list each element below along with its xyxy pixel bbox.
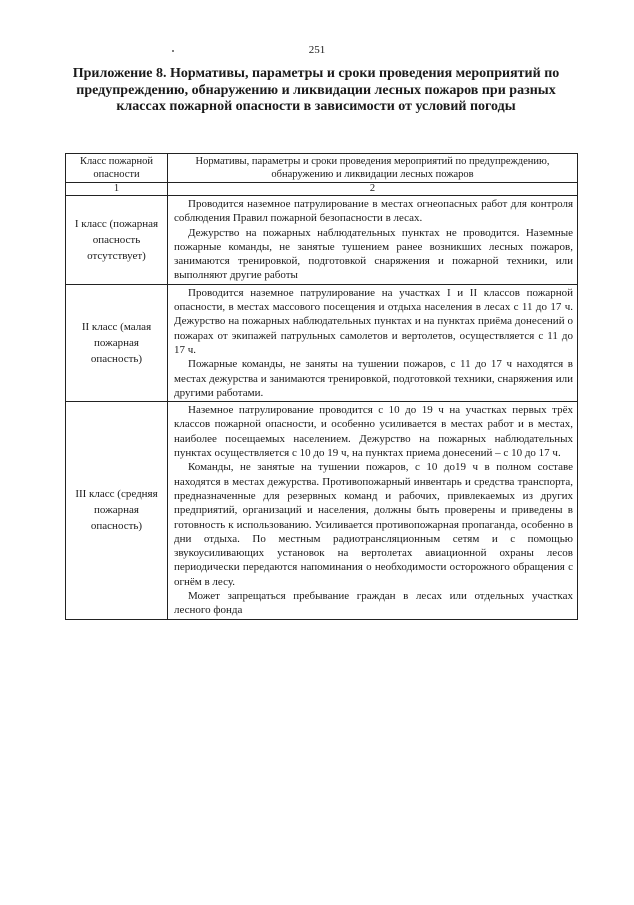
appendix-title: Приложение 8. Нормативы, параметры и сроки проведения мероприятий по предупреждению, обнаружению и ликвидации лесных пожаров при разных классах пожарной опасности в зависимости от условий погоды [72, 66, 560, 114]
table-row [66, 196, 578, 285]
class-label: II класс (малая пожарная опасность) [66, 284, 168, 401]
column-number-row [66, 183, 578, 196]
measures-paragraph: Проводится наземное патрулирование на участках I и II классов пожарной опасности, в местах массового посещения и отдыха населения в лесах с 11 до 17 ч. Дежурство на пожарных наблюдательных пунктах и на пунктах приёма донесений о пожарах от экипажей патрульных самолетов и вертолетов, осуществляется с 11 до 17 ч. [174, 286, 573, 356]
table-row [66, 402, 578, 619]
measures-cell [168, 196, 578, 285]
measures-paragraph: Проводится наземное патрулирование в местах огнеопасных работ для контроля соблюдения Правил пожарной безопасности в лесах. [174, 198, 573, 225]
table-header-row [66, 154, 578, 183]
page-number: 251 [308, 44, 326, 56]
class-label: I класс (пожарная опасность отсутствует) [66, 196, 168, 285]
measures-paragraph: Наземное патрулирование проводится с 10 до 19 ч на участках первых трёх классов пожарной опасности, и особенно усиливается в местах работ и в местах, наиболее посещаемых населением. Дежурство на пожарных наблюдательных пунктах осуществляется с 10 до 19 ч, на пунктах приема донесений – с 10 до 17 ч. [174, 404, 573, 460]
column-number-1: 1 [66, 183, 168, 196]
measures-paragraph: Может запрещаться пребывание граждан в лесах или отдельных участках лесного фонда [174, 590, 573, 617]
header-class: Класс пожарной опасности [66, 154, 168, 183]
measures-cell [168, 402, 578, 619]
measures-paragraph: Команды, не занятые на тушении пожаров, с 10 до19 ч в полном составе находятся в местах дежурства. Противопожарный инвентарь и средства транспорта, предназначенные для резервных команд и рабочих, привлекаемых из других предприятий, организаций и населения, должны быть проверены и приведены в готовность к использованию. Усиливается противопожарная пропаганда, особенно в дни отдыха. По местным радиотрансляционным сетям и с помощью звукоусиливающих установок на вертолетах авиационной охраны лесов периодически передаются напоминания о необходимости осторожного обращения с огнём в лесу. [174, 461, 573, 588]
measures-paragraph: Пожарные команды, не заняты на тушении пожаров, с 11 до 17 ч находятся в местах дежурства и занимаются тренировкой, подготовкой техники, снаряжения или другими работами. [174, 358, 573, 399]
scan-dot [172, 50, 174, 52]
table-row [66, 284, 578, 401]
fire-danger-table [65, 153, 578, 620]
column-number-2: 2 [168, 183, 578, 196]
measures-paragraph: Дежурство на пожарных наблюдательных пунктах не проводится. Наземные пожарные команды, не занятые тушением ранее возникших лесных пожаров, занимаются тренировкой, подготовкой снаряжения и пожарной техники, или выполняют другие работы [174, 226, 573, 282]
measures-cell [168, 284, 578, 401]
class-label: III класс (средняя пожарная опасность) [66, 402, 168, 619]
header-measures: Нормативы, параметры и сроки проведения мероприятий по предупреждению, обнаружению и ликвидации лесных пожаров [168, 154, 578, 183]
